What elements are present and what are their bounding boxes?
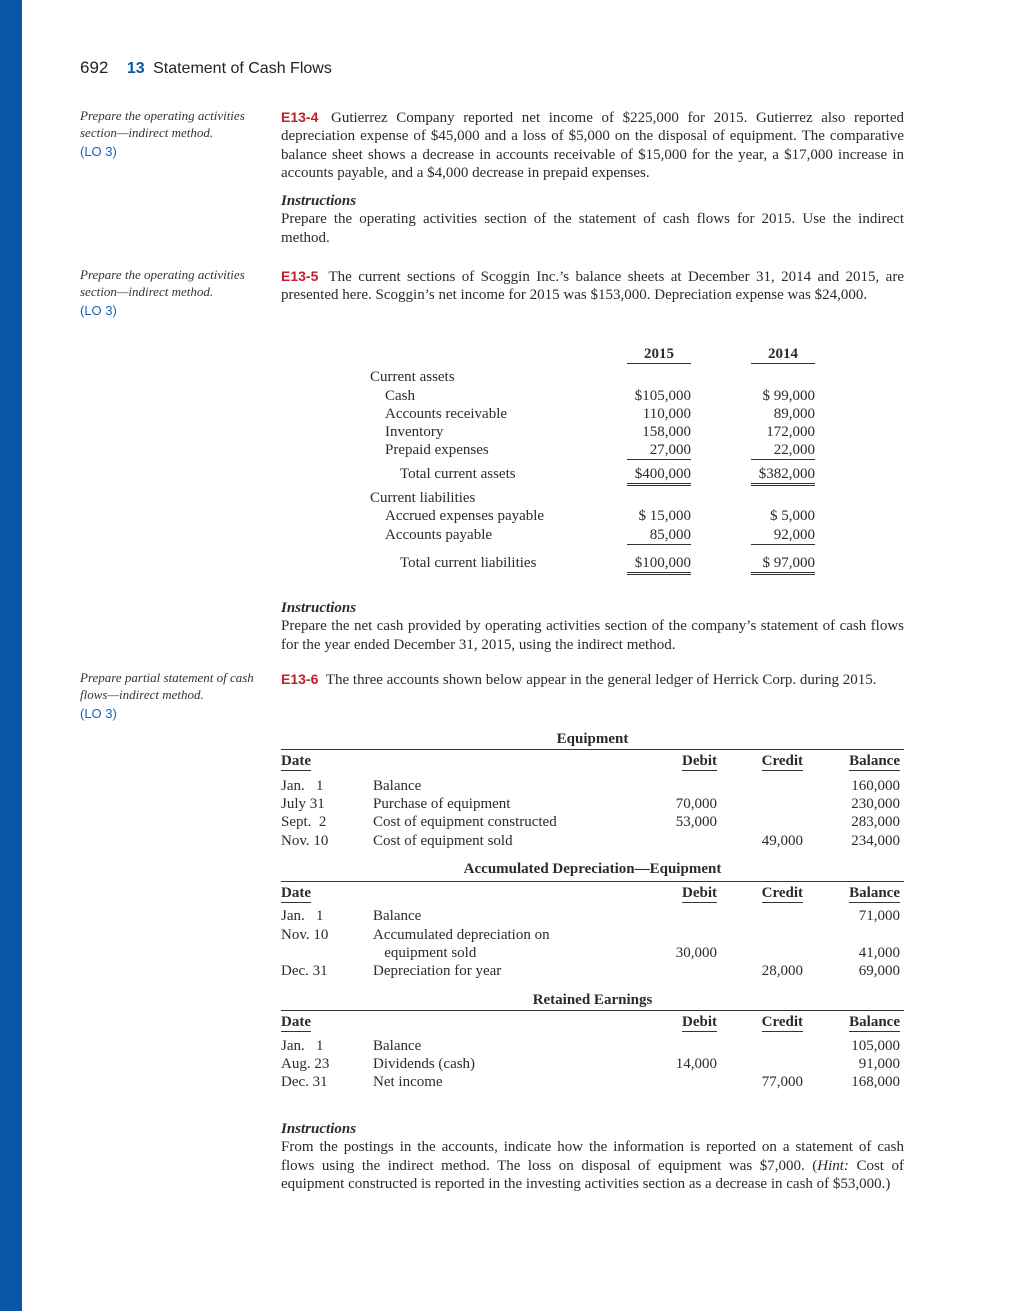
ledger-title: Retained Earnings — [532, 992, 653, 1008]
margin-note-text: Prepare the operating activities section—indirect method. — [80, 108, 245, 140]
exercise-body: The three accounts shown below appear in the general ledger of Herrick Corp. during 2015. — [325, 672, 877, 688]
row-label: Cash — [385, 388, 415, 404]
margin-note-e13-6 — [80, 670, 260, 723]
exercise-e13-4 — [281, 108, 904, 183]
value-2014: $ 97,000 — [751, 554, 815, 575]
section-label-current-assets: Current assets — [370, 369, 455, 385]
table-row — [370, 526, 820, 544]
ledger-row — [281, 944, 904, 962]
instructions-e13-5 — [281, 599, 904, 654]
column-header-2015: 2015 — [627, 345, 691, 364]
col-debit: Debit — [682, 1014, 717, 1030]
row-label: Prepaid expenses — [385, 442, 489, 458]
ledger-row — [281, 962, 904, 980]
ledger-row — [281, 795, 904, 813]
value-2014: $ 99,000 — [762, 388, 815, 404]
table-row — [370, 441, 820, 459]
ledger-row — [281, 907, 904, 925]
exercise-e13-5 — [281, 267, 904, 305]
entry-balance: 160,000 — [851, 778, 900, 794]
value-2014: $382,000 — [751, 465, 815, 486]
entry-date: Nov. 10 — [281, 927, 329, 943]
total-row — [370, 554, 820, 572]
margin-note-e13-5 — [80, 267, 260, 320]
section-label-current-liabilities: Current liabilities — [370, 490, 476, 506]
entry-balance: 91,000 — [858, 1056, 900, 1072]
entry-debit: 53,000 — [675, 814, 717, 830]
instructions-heading: Instructions — [281, 193, 357, 209]
entry-balance: 230,000 — [851, 796, 900, 812]
entry-balance: 283,000 — [851, 814, 900, 830]
value-2014: 92,000 — [751, 526, 815, 545]
entry-explanation: Accumulated depreciation on — [373, 927, 550, 943]
col-debit: Debit — [682, 885, 717, 901]
table-row — [370, 405, 820, 423]
entry-balance: 69,000 — [858, 963, 900, 979]
ledger-row — [281, 1073, 904, 1091]
instructions-body: Prepare the operating activities section of the statement of cash flows for 2015. Use the indirect method. — [281, 211, 904, 246]
ledger-row — [281, 777, 904, 795]
instructions-e13-6 — [281, 1120, 904, 1194]
entry-date: Jan. 1 — [281, 778, 324, 794]
entry-explanation: Net income — [373, 1074, 443, 1090]
value-2015: $ 15,000 — [638, 508, 691, 524]
value-2015: $400,000 — [627, 465, 691, 486]
learning-objective-ref: (LO 3) — [80, 706, 117, 721]
exercise-number: E13-5 — [281, 268, 319, 284]
entry-balance: 234,000 — [851, 833, 900, 849]
learning-objective-ref: (LO 3) — [80, 303, 117, 318]
col-date: Date — [281, 753, 311, 769]
page-number: 692 — [80, 58, 109, 77]
value-2014: 172,000 — [766, 424, 815, 440]
entry-explanation: Depreciation for year — [373, 963, 502, 979]
ledger-header — [281, 749, 904, 770]
entry-credit: 77,000 — [761, 1074, 803, 1090]
entry-explanation: Balance — [373, 1038, 422, 1054]
ledger-row — [281, 926, 904, 944]
col-credit: Credit — [761, 885, 803, 901]
table-row — [370, 423, 820, 441]
value-2014: 22,000 — [751, 441, 815, 460]
page-edge-bar — [0, 0, 22, 1311]
exercise-body: The current sections of Scoggin Inc.’s balance sheets at December 31, 2014 and 2015, are presented here. Scoggin’s net income for 2015 was $153,000. Depreciation expense was $24,000. — [281, 269, 904, 304]
exercise-body: Gutierrez Company reported net income of $225,000 for 2015. Gutierrez also reported depreciation expense of $45,000 and a loss of $5,000 on the disposal of equipment. The comparative balance sheet shows a decrease in accounts receivable of $15,000 for the year, a $17,000 increase in accounts payable, and a $4,000 decrease in prepaid expenses. — [281, 110, 904, 182]
entry-balance: 105,000 — [851, 1038, 900, 1054]
hint-label: Hint: — [817, 1157, 849, 1174]
entry-balance: 168,000 — [851, 1074, 900, 1090]
row-label: Inventory — [385, 424, 444, 440]
col-date: Date — [281, 885, 311, 901]
instructions-e13-4 — [281, 192, 904, 247]
entry-date: Aug. 23 — [281, 1056, 330, 1072]
col-date: Date — [281, 1014, 311, 1030]
entry-balance: 41,000 — [858, 945, 900, 961]
entry-date: Nov. 10 — [281, 833, 329, 849]
value-2015: $105,000 — [634, 388, 691, 404]
entry-date: Jan. 1 — [281, 1038, 324, 1054]
margin-note-text: Prepare the operating activities section—indirect method. — [80, 267, 245, 299]
row-label: Accrued expenses payable — [385, 508, 545, 524]
ledger-title: Accumulated Depreciation—Equipment — [463, 861, 722, 877]
col-balance: Balance — [849, 753, 900, 769]
entry-explanation: Balance — [373, 908, 422, 924]
entry-explanation: equipment sold — [373, 945, 477, 961]
entry-balance: 71,000 — [858, 908, 900, 924]
table-row — [370, 387, 820, 405]
ledger-header — [281, 881, 904, 902]
exercise-number: E13-6 — [281, 671, 319, 687]
entry-explanation: Dividends (cash) — [373, 1056, 476, 1072]
exercise-number: E13-4 — [281, 109, 319, 125]
entry-explanation: Purchase of equipment — [373, 796, 511, 812]
col-credit: Credit — [761, 1014, 803, 1030]
margin-note-e13-4 — [80, 108, 260, 161]
exercise-e13-6 — [281, 670, 904, 689]
entry-credit: 49,000 — [761, 833, 803, 849]
col-debit: Debit — [682, 753, 717, 769]
instructions-hint: Cost of equipment constructed is reported in the investing activities section as a decrease in cash of $53,000.) — [281, 1157, 904, 1193]
value-2014: $ 5,000 — [770, 508, 815, 524]
entry-explanation: Cost of equipment constructed — [373, 814, 557, 830]
entry-debit: 14,000 — [675, 1056, 717, 1072]
total-row — [370, 465, 820, 483]
value-2015: 85,000 — [627, 526, 691, 545]
page-header — [80, 58, 332, 78]
value-2015: 110,000 — [642, 406, 691, 422]
entry-date: Sept. 2 — [281, 814, 327, 830]
instructions-heading: Instructions — [281, 1121, 357, 1137]
col-balance: Balance — [849, 885, 900, 901]
entry-debit: 30,000 — [675, 945, 717, 961]
instructions-body: Prepare the net cash provided by operating activities section of the company’s statement of cash flows for the year ended December 31, 2015, using the indirect method. — [281, 618, 904, 653]
ledger-row — [281, 1037, 904, 1055]
entry-date: Jan. 1 — [281, 908, 324, 924]
entry-debit: 70,000 — [675, 796, 717, 812]
ledger-title: Equipment — [556, 731, 629, 747]
learning-objective-ref: (LO 3) — [80, 144, 117, 159]
value-2015: 158,000 — [642, 424, 691, 440]
col-balance: Balance — [849, 1014, 900, 1030]
row-label: Total current liabilities — [400, 555, 537, 571]
instructions-heading: Instructions — [281, 600, 357, 616]
entry-explanation: Cost of equipment sold — [373, 833, 513, 849]
ledger-row — [281, 813, 904, 831]
row-label: Accounts payable — [385, 527, 493, 543]
table-row — [370, 507, 820, 525]
value-2015: $100,000 — [627, 554, 691, 575]
entry-credit: 28,000 — [761, 963, 803, 979]
row-label: Total current assets — [400, 466, 516, 482]
value-2015: 27,000 — [627, 441, 691, 460]
value-2014: 89,000 — [773, 406, 815, 422]
chapter-number: 13 — [126, 60, 145, 77]
entry-date: Dec. 31 — [281, 963, 328, 979]
ledger-header — [281, 1010, 904, 1031]
entry-date: Dec. 31 — [281, 1074, 328, 1090]
entry-explanation: Balance — [373, 778, 422, 794]
entry-date: July 31 — [281, 796, 325, 812]
ledger-row — [281, 832, 904, 850]
column-header-2014: 2014 — [751, 345, 815, 364]
col-credit: Credit — [761, 753, 803, 769]
ledger-row — [281, 1055, 904, 1073]
chapter-title: Statement of Cash Flows — [153, 60, 332, 77]
instructions-body: From the postings in the accounts, indicate how the information is reported on a statement of cash flows using the indirect method. The loss on disposal of equipment was $7,000. ( — [281, 1139, 904, 1174]
margin-note-text: Prepare partial statement of cash flows—indirect method. — [80, 670, 254, 702]
row-label: Accounts receivable — [385, 406, 508, 422]
